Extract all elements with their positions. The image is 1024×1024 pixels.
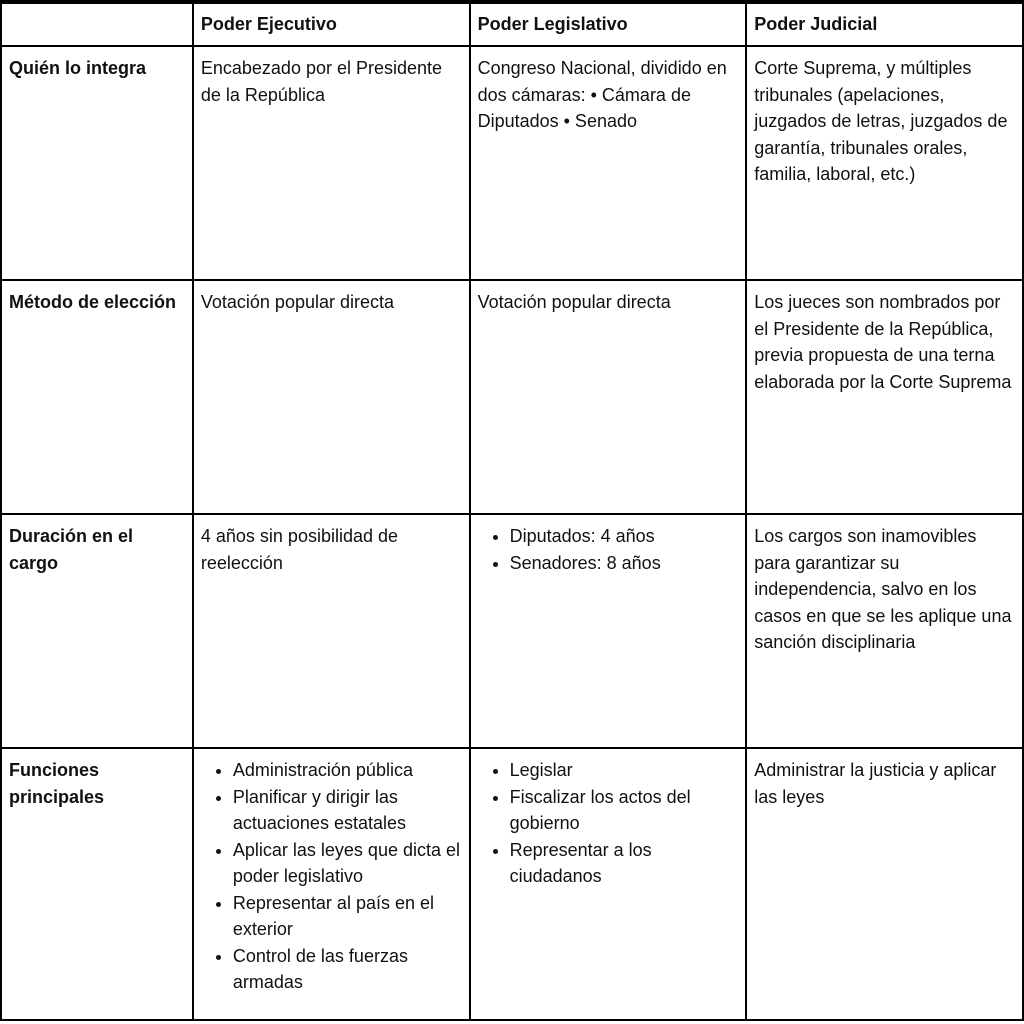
list-item: • Fiscalizar los actos del gobierno — [510, 784, 739, 837]
header-judicial: Poder Judicial — [746, 3, 1023, 46]
cell-ejecutivo-funciones — [193, 748, 470, 1020]
cell-legislativo-funciones — [470, 748, 747, 1020]
list-item: • Representar al país en el exterior — [233, 890, 462, 943]
legislativo-funciones-list — [478, 757, 739, 890]
row-label-eleccion: Método de elección — [1, 280, 193, 514]
table-header-row — [1, 3, 1023, 46]
list-item: • Representar a los ciudadanos — [510, 837, 739, 890]
header-legislativo: Poder Legislativo — [470, 3, 747, 46]
cell-ejecutivo-eleccion: Votación popular directa — [193, 280, 470, 514]
legislativo-duracion-list — [478, 523, 739, 576]
table-row — [1, 46, 1023, 280]
row-label-funciones: Funciones principales — [1, 748, 193, 1020]
row-label-duracion: Duración en el cargo — [1, 514, 193, 748]
cell-ejecutivo-integra: Encabezado por el Presidente de la República — [193, 46, 470, 280]
list-item: • Planificar y dirigir las actuaciones estatales — [233, 784, 462, 837]
cell-ejecutivo-duracion: 4 años sin posibilidad de reelección — [193, 514, 470, 748]
cell-judicial-duracion: Los cargos son inamovibles para garantizar su independencia, salvo en los casos en que se les aplique una sanción disciplinaria — [746, 514, 1023, 748]
cell-legislativo-integra: Congreso Nacional, dividido en dos cámaras: • Cámara de Diputados • Senado — [470, 46, 747, 280]
list-item: • Diputados: 4 años — [510, 523, 739, 550]
cell-judicial-integra: Corte Suprema, y múltiples tribunales (apelaciones, juzgados de letras, juzgados de garantía, tribunales orales, familia, laboral, etc.) — [746, 46, 1023, 280]
header-ejecutivo: Poder Ejecutivo — [193, 3, 470, 46]
list-item: • Aplicar las leyes que dicta el poder legislativo — [233, 837, 462, 890]
table-row — [1, 514, 1023, 748]
list-item: • Administración pública — [233, 757, 462, 784]
ejecutivo-funciones-list — [201, 757, 462, 996]
table-row — [1, 748, 1023, 1020]
cell-judicial-eleccion: Los jueces son nombrados por el Presidente de la República, previa propuesta de una terna elaborada por la Corte Suprema — [746, 280, 1023, 514]
list-item: • Control de las fuerzas armadas — [233, 943, 462, 996]
list-item: • Senadores: 8 años — [510, 550, 739, 577]
cell-legislativo-eleccion: Votación popular directa — [470, 280, 747, 514]
header-empty-cell — [1, 3, 193, 46]
cell-legislativo-duracion — [470, 514, 747, 748]
table-row — [1, 280, 1023, 514]
comparison-table — [0, 2, 1024, 1021]
cell-judicial-funciones: Administrar la justicia y aplicar las leyes — [746, 748, 1023, 1020]
row-label-integra: Quién lo integra — [1, 46, 193, 280]
list-item: • Legislar — [510, 757, 739, 784]
